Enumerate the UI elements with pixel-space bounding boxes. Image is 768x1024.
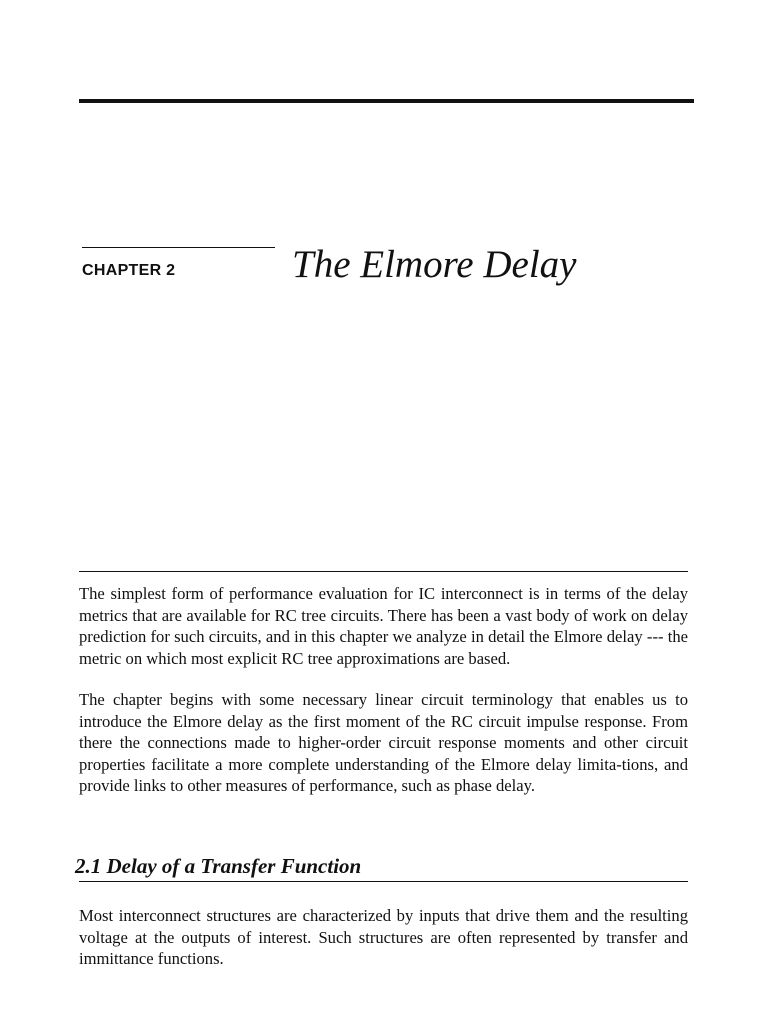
- chapter-label-rule: [82, 247, 275, 248]
- intro-paragraph-1: The simplest form of performance evaluation for IC interconnect is in terms of the delay metrics that are available for RC tree circuits. There has been a vast body of work on delay prediction for such circuits, and in this chapter we analyze in detail the Elmore delay --- the metric on which most explicit RC tree approximations are based.: [79, 584, 688, 668]
- intro-rule: [79, 571, 688, 572]
- section-paragraph-1: Most interconnect structures are characterized by inputs that drive them and the resulting voltage at the outputs of interest. Such structures are often represented by transfer and immittance functions.: [79, 906, 688, 969]
- chapter-title: The Elmore Delay: [292, 243, 577, 286]
- chapter-label: CHAPTER 2: [82, 262, 176, 279]
- header-rule: [79, 99, 694, 103]
- section-heading: 2.1 Delay of a Transfer Function: [75, 854, 362, 878]
- intro-paragraph-2: The chapter begins with some necessary linear circuit terminology that enables us to introduce the Elmore delay as the first moment of the RC circuit impulse response. From there the connections made to higher-order circuit response moments and other circuit properties facilitate a more complete understanding of the Elmore delay limita-tions, and provide links to other measures of performance, such as phase delay.: [79, 690, 688, 796]
- section-rule: [79, 881, 688, 882]
